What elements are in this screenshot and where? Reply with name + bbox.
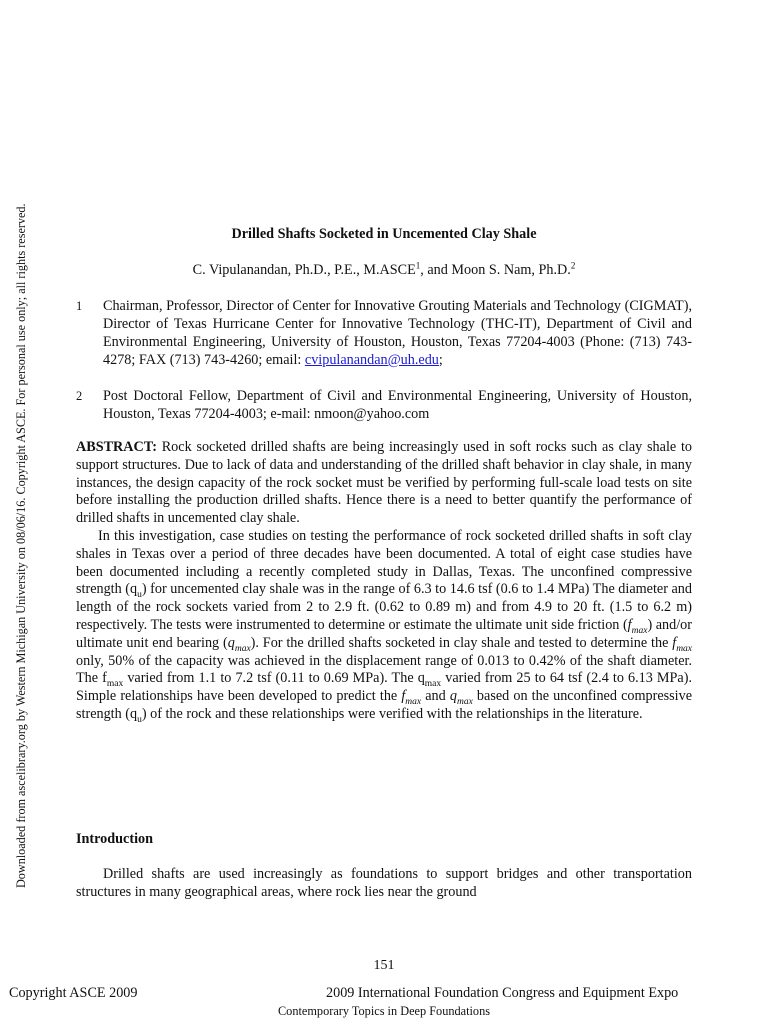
abstract-label: ABSTRACT: <box>76 439 157 455</box>
affiliation-text: Chairman, Professor, Director of Center for Innovative Grouting Materials and Technology (CIGMAT), Director of Texas Hurricane Center for Innovative Technology (THC-IT), Department of Civil and Environmental Engineering, University of Houston, Houston, Texas 77204-4003 (Phone: (713) 743-4278; FAX (713) 743-4260; email: cvipulanandan@uh.edu; <box>103 298 692 368</box>
page-number: 151 <box>373 958 395 973</box>
author-line <box>76 259 692 281</box>
section-heading-introduction: Introduction <box>76 831 153 847</box>
affiliation-2 <box>76 387 692 423</box>
affiliation-text: Post Doctoral Fellow, Department of Civil and Environmental Engineering, University of Houston, Houston, Texas 77204-4003; e-mail: nmoon@yahoo.com <box>103 388 692 422</box>
email-link[interactable]: cvipulanandan@uh.edu <box>304 352 439 368</box>
author-2-marker: 2 <box>570 260 576 271</box>
author-1: C. Vipulanandan, Ph.D., P.E., M.ASCE <box>192 262 416 278</box>
footer-copyright: Copyright ASCE 2009 <box>9 985 138 1001</box>
author-joiner: , and Moon S. Nam, Ph.D. <box>420 262 571 278</box>
footer-proceedings-title: Contemporary Topics in Deep Foundations <box>277 1004 491 1018</box>
affiliation-1 <box>76 297 692 369</box>
abstract <box>76 439 692 724</box>
introduction-paragraph: Drilled shafts are used increasingly as foundations to support bridges and other transportation structures in many geographical areas, where rock lies near the ground <box>76 866 692 900</box>
affiliation-number: 1 <box>76 299 83 313</box>
abstract-paragraph-2: In this investigation, case studies on testing the performance of rock socketed drilled shafts in soft clay shales in Texas over a period of three decades have been documented. A total of eight case studies have been documented including a recently completed study in Dallas, Texas. The unconfined compressive strength $(q_u)$ for uncemented clay shale was in the range of 6.3 to 14.6 tsf (0.6 to 1.4 MPa) The diameter and length of the rock sockets varied from 2 to 2.9 ft. (0.62 to 0.89 m) and from 4.9 to 20 ft. (1.5 to 6.2 m) respectively. The tests were instrumented to determine or estimate the ultimate unit side friction $(f_{max})$ and/or ultimate unit end bearing $(q_{max})$. For the drilled shafts socketed in clay shale and tested to determine the $f_{max}$ only, 50% of the capacity was achieved in the displacement range of 0.013 to 0.42% of the shaft diameter. The $f_{max}$ varied from 1.1 to 7.2 tsf (0.11 to 0.69 MPa). The $q_{max}$ varied from 25 to 64 tsf (2.4 to 6.13 MPa). Simple relationships have been developed to predict the $f_{max}$ and $q_{max}$ based on the unconfined compressive strength $(q_u)$ of the rock and these relationships were verified with the relationships in the literature. <box>76 527 693 725</box>
abstract-paragraph-1: ABSTRACT: Rock socketed drilled shafts are being increasingly used in soft rocks such as clay shale to support structures. Due to lack of data and understanding of the drilled shaft behavior in clay shale, in many instances, the design capacity of the rock socket must be verified by performing full-scale load tests on site before installing the production drilled shafts. Hence there is a need to better quantify the performance of drilled shafts in uncemented clay shale. <box>76 439 692 527</box>
author-1-marker: 1 <box>415 260 421 271</box>
paper-title: Drilled Shafts Socketed in Uncemented Clay Shale <box>231 226 537 242</box>
download-notice: Downloaded from ascelibrary.org by Western Michigan University on 08/06/16. Copyright ASCE. For personal use only; all rights reserved. <box>14 203 28 888</box>
footer-conference: 2009 International Foundation Congress and Equipment Expo <box>326 985 679 1001</box>
affiliation-number: 2 <box>76 389 83 403</box>
